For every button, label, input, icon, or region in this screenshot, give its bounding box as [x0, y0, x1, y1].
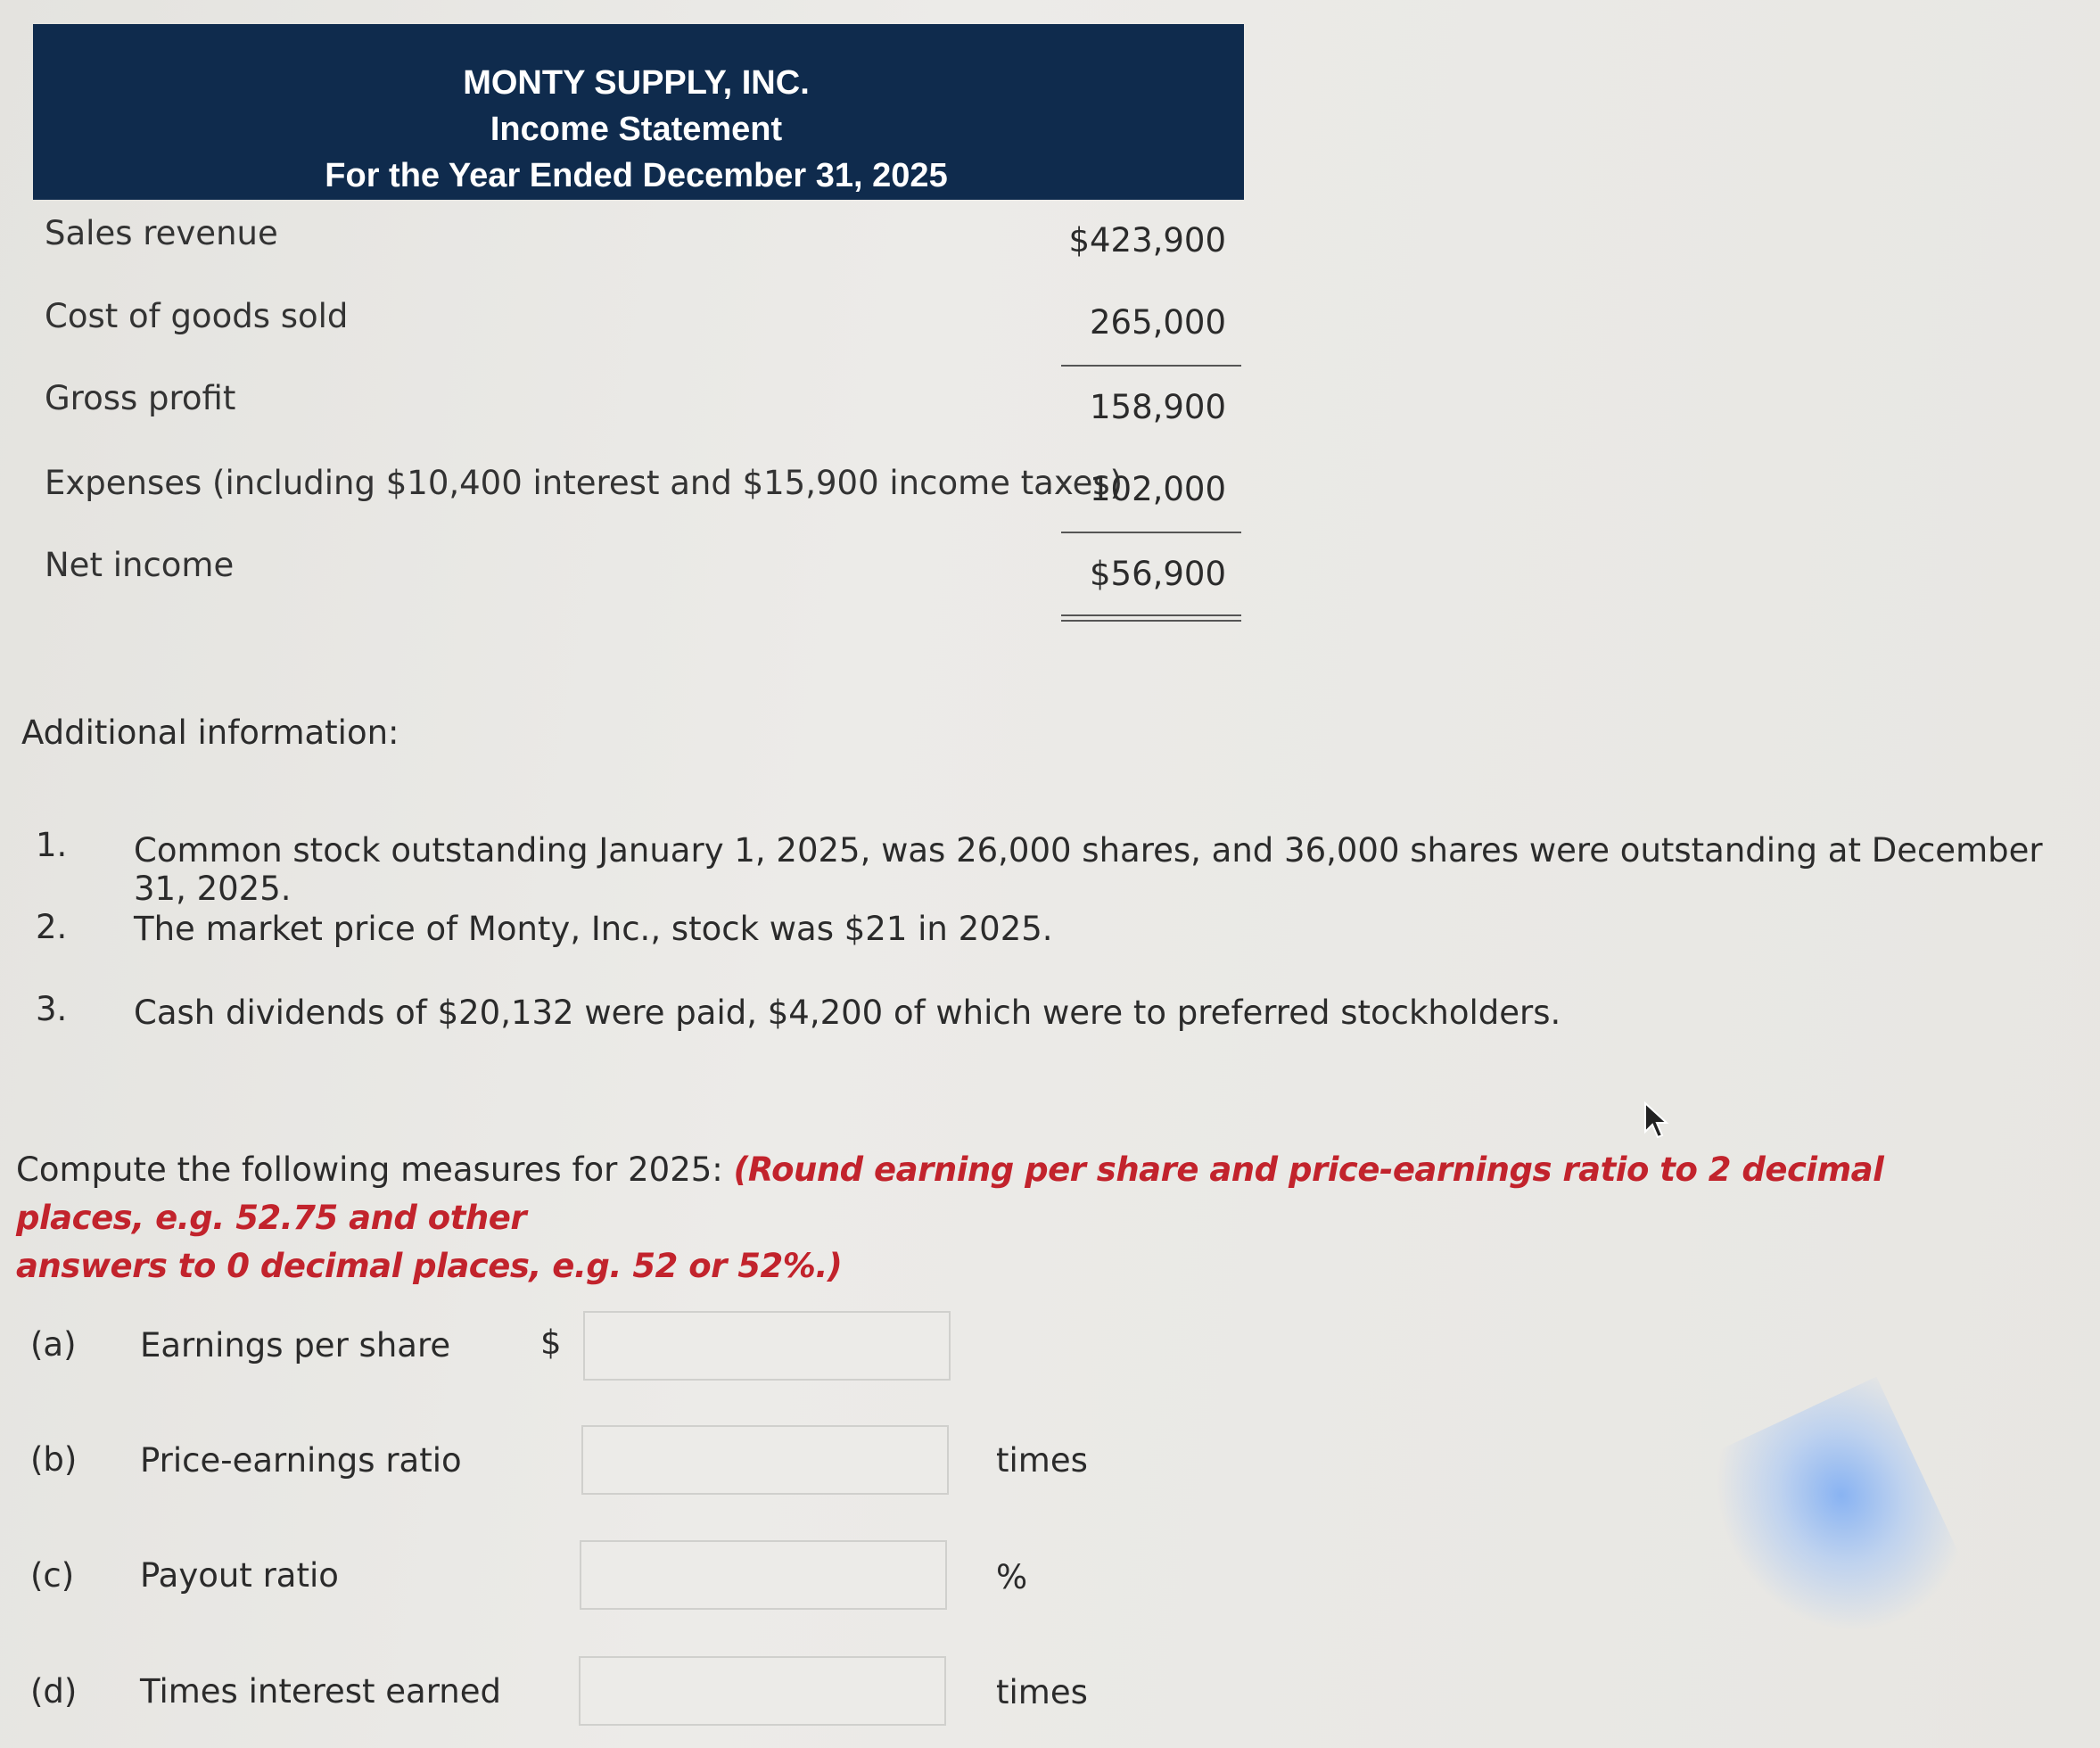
subtotal-rule: [1061, 365, 1241, 367]
mouse-pointer-icon: [1643, 1101, 1673, 1141]
row-label-gross-profit: Gross profit: [45, 379, 236, 417]
list-number: 3.: [36, 990, 68, 1028]
dollar-sign: $: [540, 1323, 562, 1362]
list-item-text: Common stock outstanding January 1, 2025, was 26,000 shares, and 36,000 shares were outstanding at December 31, 2025.: [134, 831, 2043, 908]
question-letter: (a): [30, 1325, 77, 1364]
question-label: Earnings per share: [140, 1326, 451, 1365]
row-label-sales-revenue: Sales revenue: [45, 214, 278, 252]
additional-info-heading: Additional information:: [21, 713, 399, 752]
unit-label: times: [996, 1441, 1088, 1480]
statement-title: Income Statement: [490, 111, 783, 148]
price-earnings-ratio-input[interactable]: [581, 1425, 949, 1495]
rounding-instruction-line1: (Round earning per share and price-earnings ratio to 2 decimal places, e.g. 52.75 and other: [16, 1150, 1884, 1237]
question-letter: (d): [30, 1672, 78, 1711]
row-label-net-income: Net income: [45, 546, 235, 584]
row-label-expenses: Expenses (including $10,400 interest and $15,900 income taxes): [45, 464, 1124, 502]
times-interest-earned-input[interactable]: [579, 1656, 946, 1726]
question-letter: (b): [30, 1440, 78, 1479]
row-amount-sales-revenue: $423,900: [1068, 221, 1226, 260]
instructions: [16, 1146, 1978, 1290]
question-label: Times interest earned: [140, 1672, 501, 1711]
row-label-cost-of-goods-sold: Cost of goods sold: [45, 297, 349, 335]
instructions-lead: Compute the following measures for 2025:: [16, 1150, 723, 1189]
earnings-per-share-input[interactable]: [583, 1311, 951, 1381]
question-label: Payout ratio: [140, 1556, 339, 1595]
list-number: 1.: [36, 826, 68, 864]
company-name: MONTY SUPPLY, INC.: [463, 64, 810, 102]
income-statement-header: [33, 24, 1244, 200]
row-amount-expenses: 102,000: [1089, 470, 1226, 508]
subtotal-rule: [1061, 532, 1241, 533]
statement-period: For the Year Ended December 31, 2025: [325, 157, 948, 194]
row-amount-net-income: $56,900: [1089, 555, 1226, 593]
rounding-instruction-line2: answers to 0 decimal places, e.g. 52 or 52%.): [16, 1247, 843, 1285]
unit-label: times: [996, 1673, 1088, 1711]
list-item-text: The market price of Monty, Inc., stock was $21 in 2025.: [134, 910, 1053, 948]
total-double-rule-top: [1061, 614, 1241, 616]
row-amount-cost-of-goods-sold: 265,000: [1089, 303, 1226, 342]
payout-ratio-input[interactable]: [580, 1540, 947, 1610]
list-item-text: Cash dividends of $20,132 were paid, $4,200 of which were to preferred stockholders.: [134, 994, 1561, 1032]
question-label: Price-earnings ratio: [140, 1441, 462, 1480]
question-letter: (c): [30, 1556, 75, 1595]
list-number: 2.: [36, 908, 68, 946]
total-double-rule-bottom: [1061, 620, 1241, 622]
unit-label: %: [996, 1558, 1028, 1596]
row-amount-gross-profit: 158,900: [1089, 388, 1226, 426]
screen-glare: [1691, 1377, 1974, 1674]
